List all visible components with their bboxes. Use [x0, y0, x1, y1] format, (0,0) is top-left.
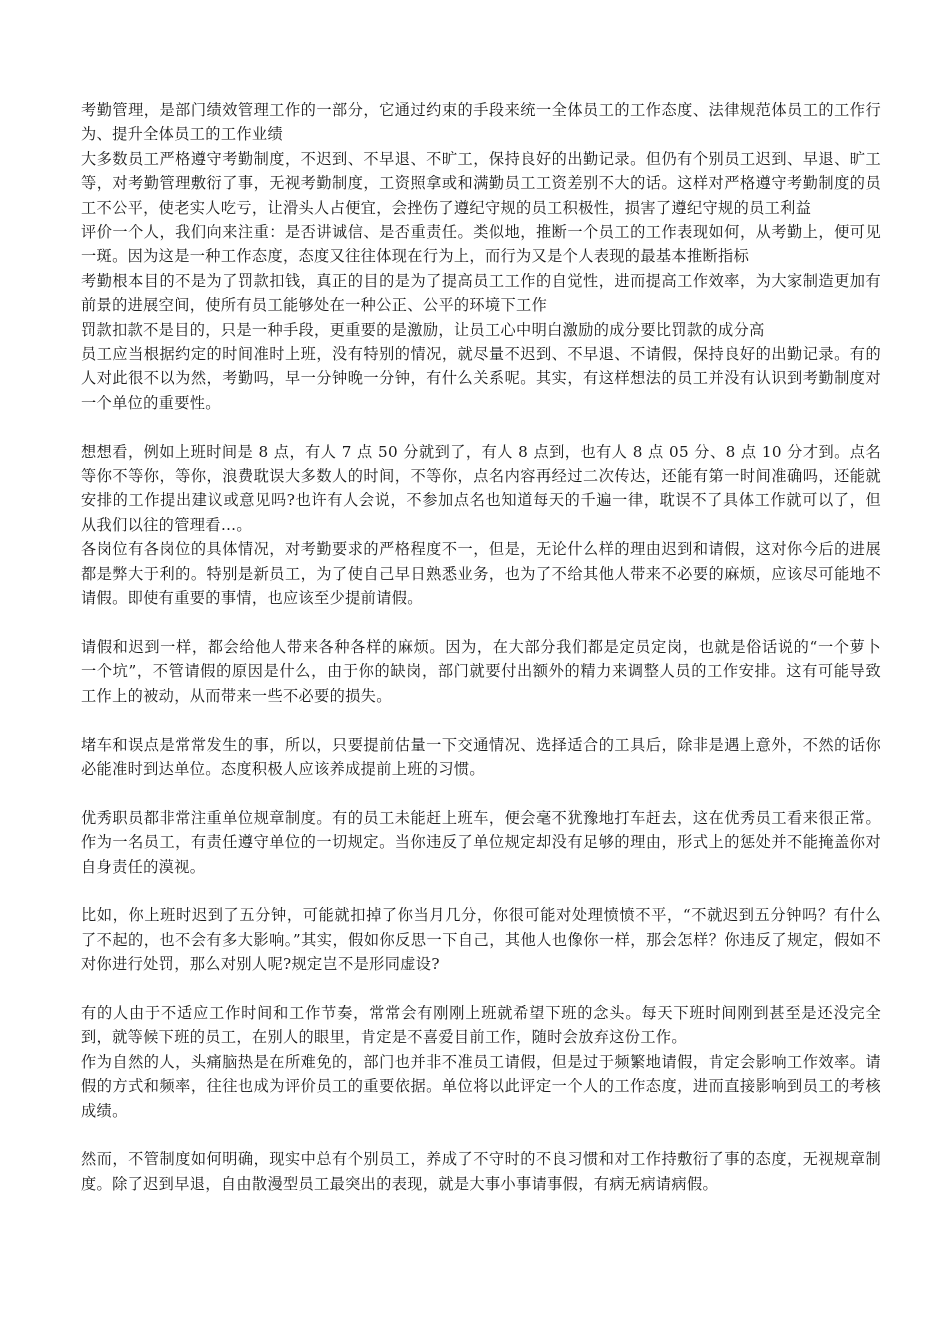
paragraph-spacer: [81, 708, 881, 732]
paragraph-11: 优秀职员都非常注重单位规章制度。有的员工未能赶上班车，便会毫不犹豫地打车赶去，这在优秀员工看来很正常。作为一名员工，有责任遵守单位的一切规定。当你违反了单位规定却没有足够的理由，形式上的惩处并不能掩盖你对自身责任的漠视。: [81, 808, 881, 876]
document-body: [81, 98, 881, 1196]
paragraph-6: 员工应当根据约定的时间准时上班，没有特别的情况，就尽量不迟到、不早退、不请假，保持良好的出勤记录。有的人对此很不以为然，考勤吗，早一分钟晚一分钟，有什么关系呢。其实，有这样想法的员工并没有认识到考勤制度对一个单位的重要性。: [81, 345, 881, 412]
paragraph-8: 各岗位有各岗位的具体情况，对考勤要求的严格程度不一，但是，无论什么样的理由迟到和请假，这对你今后的进展都是弊大于利的。特别是新员工，为了使自己早日熟悉业务，也为了不给其他人带来不必要的麻烦，应该尽可能地不请假。即使有重要的事情，也应该至少提前请假。: [81, 540, 881, 608]
paragraph-9: 请假和迟到一样，都会给他人带来各种各样的麻烦。因为，在大部分我们都是定员定岗，也就是俗话说的“一个萝卜一个坑”，不管请假的原因是什么，由于你的缺岗，部门就要付出额外的精力来调整人员的工作安排。这有可能导致工作上的被动，从而带来一些不必要的损失。: [81, 637, 881, 705]
paragraph-spacer: [81, 879, 881, 903]
paragraph-10: 堵车和误点是常常发生的事，所以，只要提前估量一下交通情况、选择适合的工具后，除非是遇上意外，不然的话你必能准时到达单位。态度积极人应该养成提前上班的习惯。: [81, 735, 881, 778]
paragraph-spacer: [81, 977, 881, 1001]
paragraph-4: 考勤根本目的不是为了罚款扣钱，真正的目的是为了提高员工工作的自觉性，进而提高工作效率，为大家制造更加有前景的进展空间，使所有员工能够处在一种公正、公平的环境下工作: [81, 271, 881, 315]
paragraph-spacer: [81, 1123, 881, 1147]
paragraph-spacer: [81, 611, 881, 635]
paragraph-spacer: [81, 415, 881, 439]
paragraph-15: 然而，不管制度如何明确，现实中总有个别员工，养成了不守时的不良习惯和对工作持敷衍了事的态度，无视规章制度。除了迟到早退，自由散漫型员工最突出的表现，就是大事小事请事假，有病无病请病假。: [81, 1150, 881, 1193]
paragraph-spacer: [81, 781, 881, 805]
paragraph-13: 有的人由于不适应工作时间和工作节奏，常常会有刚刚上班就希望下班的念头。每天下班时间刚到甚至是还没完全到，就等候下班的员工，在别人的眼里，肯定是不喜爱目前工作，随时会放弃这份工作。: [81, 1003, 881, 1047]
paragraph-7: 想想看，例如上班时间是 8 点，有人 7 点 50 分就到了，有人 8 点到，也有人 8 点 05 分、8 点 10 分才到。点名等你不等你，等你，浪费耽误大多数人的时间，不等你，点名内容再经过二次传达，还能有第一时间准确吗，还能就安排的工作提出建议或意见吗?也许有人会说，不参加点名也知道每天的千遍一律，耽误不了具体工作就可以了，但从我们以往的管理看…。: [81, 442, 881, 534]
paragraph-5: 罚款扣款不是目的，只是一种手段，更重要的是激励，让员工心中明白激励的成分要比罚款的成分高: [81, 320, 765, 339]
paragraph-2: 大多数员工严格遵守考勤制度，不迟到、不早退、不旷工，保持良好的出勤记录。但仍有个别员工迟到、早退、旷工等，对考勤管理敷衍了事，无视考勤制度，工资照拿或和满勤员工工资差别不大的话。这样对严格遵守考勤制度的员工不公平，使老实人吃亏，让滑头人占便宜，会挫伤了遵纪守规的员工积极性，损害了遵纪守规的员工利益: [81, 149, 881, 217]
paragraph-1: 考勤管理，是部门绩效管理工作的一部分，它通过约束的手段来统一全体员工的工作态度、法律规范体员工的工作行为、提升全体员工的工作业绩: [81, 101, 881, 144]
paragraph-12: 比如，你上班时迟到了五分钟，可能就扣掉了你当月几分，你很可能对处理愤愤不平，“不就迟到五分钟吗？有什么了不起的，也不会有多大影响。”其实，假如你反思一下自己，其他人也像你一样，那会怎样？你违反了规定，假如不对你进行处罚，那么对别人呢?规定岂不是形同虚设?: [81, 906, 881, 974]
paragraph-3: 评价一个人，我们向来注重：是否讲诚信、是否重责任。类似地，推断一个员工的工作表现如何，从考勤上，便可见一斑。因为这是一种工作态度，态度又往往体现在行为上，而行为又是个人表现的最基本推断指标: [81, 223, 881, 266]
paragraph-14: 作为自然的人，头痛脑热是在所难免的，部门也并非不准员工请假，但是过于频繁地请假，肯定会影响工作效率。请假的方式和频率，往往也成为评价员工的重要依据。单位将以此评定一个人的工作态度，进而直接影响到员工的考核成绩。: [81, 1052, 881, 1120]
